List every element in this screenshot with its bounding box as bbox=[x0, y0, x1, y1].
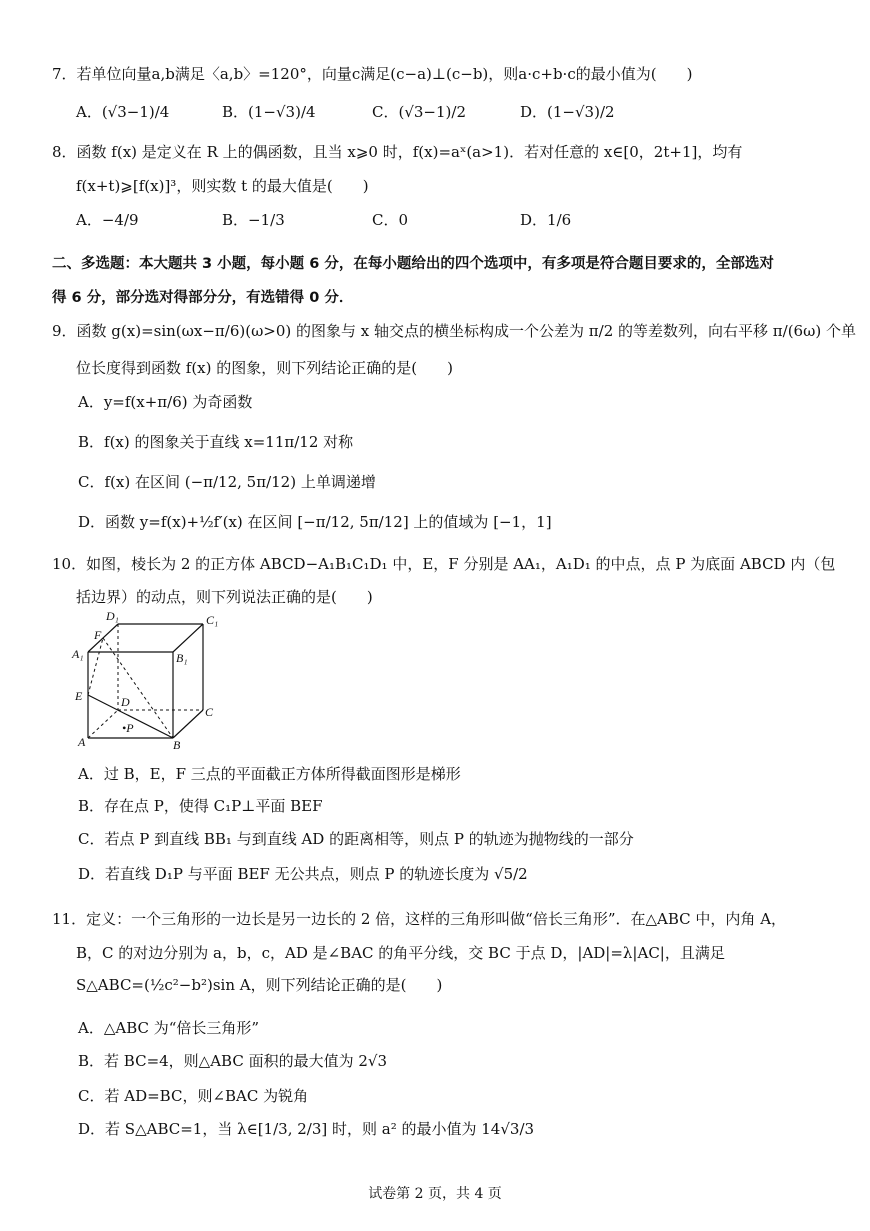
q11-stem-line-3: S△ABC=(½c²−b²)sin A，则下列结论正确的是( ) bbox=[76, 976, 443, 994]
q10-option-c: C．若点 P 到直线 BB₁ 与到直线 AD 的距离相等，则点 P 的轨迹为抛物线的一部分 bbox=[78, 830, 634, 848]
label-d: D bbox=[121, 695, 130, 709]
label-f: F bbox=[94, 628, 102, 642]
label-b: B bbox=[173, 738, 181, 750]
q7-option-d: D．(1−√3)/2 bbox=[520, 103, 615, 121]
q11-stem-line-1: 11．定义：一个三角形的一边长是另一边长的 2 倍，这样的三角形叫做“倍长三角形”．在△ABC 中，内角 A， bbox=[52, 910, 787, 928]
q7-option-b: B．(1−√3)/4 bbox=[222, 103, 316, 121]
q9-stem-line-2: 位长度得到函数 f(x) 的图象，则下列结论正确的是( ) bbox=[76, 359, 453, 377]
q9-stem-line-1: 9．函数 g(x)=sin(ωx−π/6)(ω>0) 的图象与 x 轴交点的横坐标构成一个公差为 π/2 的等差数列，向右平移 π/(6ω) 个单 bbox=[52, 322, 856, 340]
q8-stem-line-1: 8．函数 f(x) 是定义在 R 上的偶函数，且当 x⩾0 时，f(x)=aˣ(a>1)．若对任意的 x∈[0，2t+1]，均有 bbox=[52, 143, 743, 161]
q11-option-b: B．若 BC=4，则△ABC 面积的最大值为 2√3 bbox=[78, 1052, 388, 1070]
segment-ef bbox=[88, 638, 103, 695]
q11-option-a: A．△ABC 为“倍长三角形” bbox=[78, 1019, 260, 1037]
q10-option-b: B．存在点 P，使得 C₁P⊥平面 BEF bbox=[78, 797, 323, 815]
label-d1: D₁ bbox=[106, 609, 119, 623]
q11-option-c: C．若 AD=BC，则∠BAC 为锐角 bbox=[78, 1087, 309, 1105]
q10-option-d: D．若直线 D₁P 与平面 BEF 无公共点，则点 P 的轨迹长度为 √5/2 bbox=[78, 865, 528, 883]
segment-fb bbox=[103, 638, 173, 738]
q8-option-b: B．−1/3 bbox=[222, 211, 285, 229]
q9-option-c: C．f(x) 在区间 (−π/12, 5π/12) 上单调递增 bbox=[78, 473, 376, 491]
section-heading-line-1: 二、多选题：本大题共 3 小题，每小题 6 分，在每小题给出的四个选项中，有多项是符合题目要求的，全部选对 bbox=[52, 256, 774, 272]
page-footer: 试卷第 2 页，共 4 页 bbox=[368, 1186, 502, 1202]
q8-option-a: A．−4/9 bbox=[76, 211, 139, 229]
q8-option-d: D．1/6 bbox=[520, 211, 572, 229]
q8-stem-line-2: f(x+t)⩾[f(x)]³，则实数 t 的最大值是( ) bbox=[76, 177, 369, 195]
q7-option-c: C．(√3−1)/2 bbox=[372, 103, 466, 121]
q9-option-d: D．函数 y=f(x)+½f′(x) 在区间 [−π/12, 5π/12] 上的值域为 [−1，1] bbox=[78, 513, 552, 531]
q10-stem-line-1: 10．如图，棱长为 2 的正方体 ABCD−A₁B₁C₁D₁ 中，E，F 分别是 AA₁，A₁D₁ 的中点，点 P 为底面 ABCD 内（包 bbox=[52, 555, 836, 573]
q9-option-b: B．f(x) 的图象关于直线 x=11π/12 对称 bbox=[78, 433, 354, 451]
label-e: E bbox=[75, 689, 83, 703]
q7-stem: 7．若单位向量a,b满足〈a,b〉=120°，向量c满足(c−a)⊥(c−b)，则a·c+b·c的最小值为( ) bbox=[52, 65, 693, 83]
q11-option-d: D．若 S△ABC=1，当 λ∈[1/3, 2/3] 时，则 a² 的最小值为 14√3/3 bbox=[78, 1120, 535, 1138]
edge-bc bbox=[173, 710, 203, 738]
label-b1: B₁ bbox=[176, 651, 188, 665]
label-p: •P bbox=[122, 721, 134, 735]
q9-option-a: A．y=f(x+π/6) 为奇函数 bbox=[78, 393, 253, 411]
edge-b1c1 bbox=[173, 624, 203, 652]
q8-option-c: C．0 bbox=[372, 211, 409, 229]
label-c1: C₁ bbox=[206, 613, 219, 627]
section-heading-line-2: 得 6 分，部分选对得部分分，有选错得 0 分． bbox=[52, 290, 354, 306]
q10-option-a: A．过 B，E，F 三点的平面截正方体所得截面图形是梯形 bbox=[78, 765, 461, 783]
label-c: C bbox=[205, 705, 214, 719]
q11-stem-line-2: B，C 的对边分别为 a，b，c，AD 是∠BAC 的角平分线，交 BC 于点 D，|AD|=λ|AC|，且满足 bbox=[76, 944, 725, 962]
hidden-edge-ad bbox=[88, 710, 118, 738]
q10-stem-line-2: 括边界）的动点，则下列说法正确的是( ) bbox=[76, 588, 373, 606]
label-a: A bbox=[78, 735, 86, 749]
cube-figure bbox=[68, 608, 228, 750]
label-a1: A₁ bbox=[72, 647, 84, 661]
q7-option-a: A．(√3−1)/4 bbox=[76, 103, 170, 121]
cube-diagram bbox=[68, 608, 228, 750]
